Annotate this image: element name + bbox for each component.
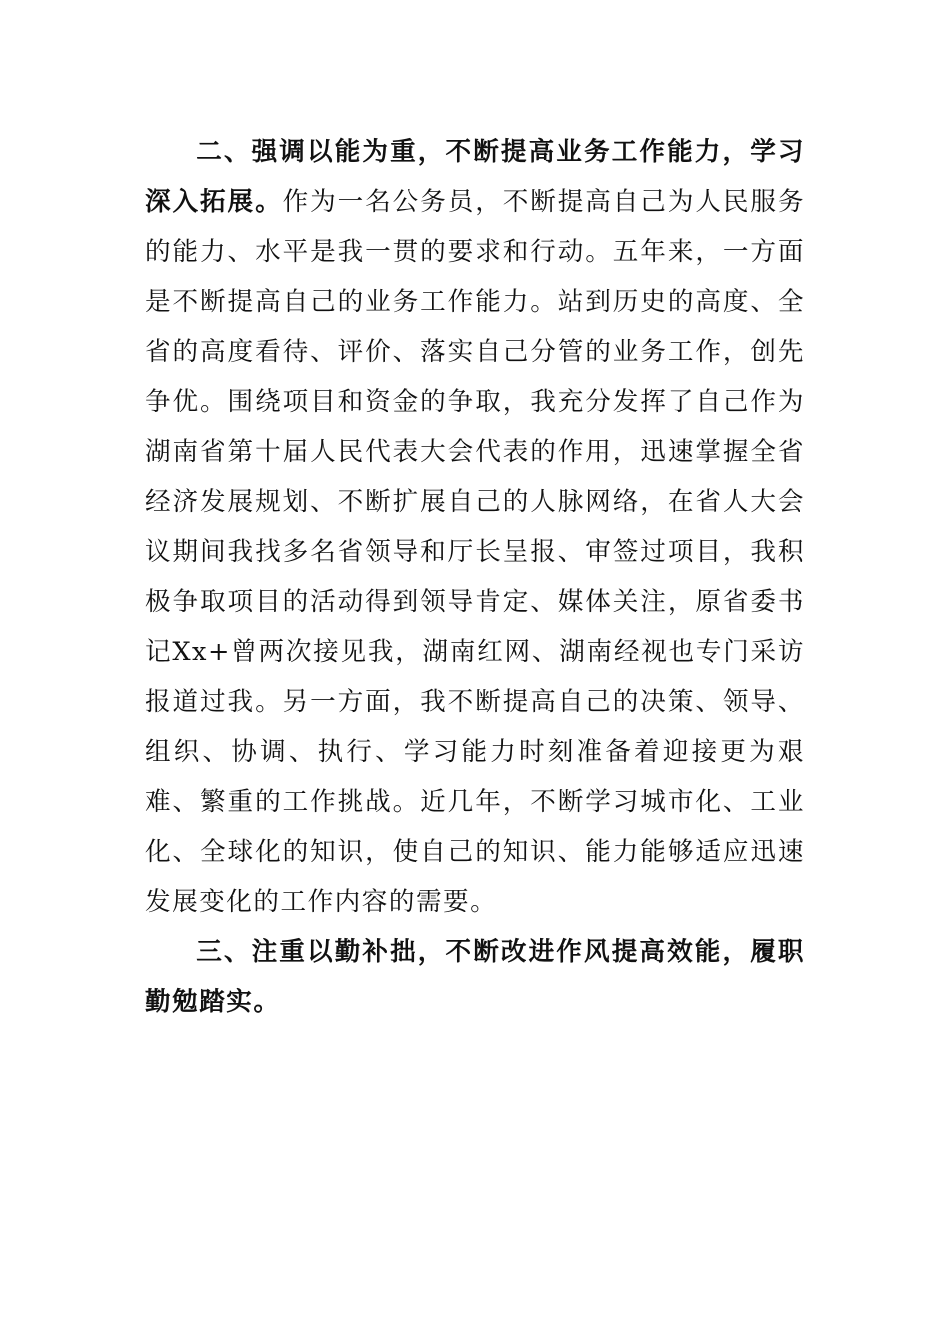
paragraph-section-3 xyxy=(145,927,805,1027)
document-body xyxy=(145,127,805,1027)
section-2-heading: 二、强调以能为重，不断提高业务工作能力，学习深入拓展。 xyxy=(145,137,805,217)
paragraph-section-2 xyxy=(145,127,805,927)
section-2-body: 作为一名公务员，不断提高自己为人民服务的能力、水平是我一贯的要求和行动。五年来，一方面是不断提高自己的业务工作能力。站到历史的高度、全省的高度看待、评价、落实自己分管的业务工作，创先争优。围绕项目和资金的争取，我充分发挥了自己作为湖南省第十届人民代表大会代表的作用，迅速掌握全省经济发展规划、不断扩展自己的人脉网络，在省人大会议期间我找多名省领导和厅长呈报、审签过项目，我积极争取项目的活动得到领导肯定、媒体关注，原省委书记Xx+曾两次接见我，湖南红网、湖南经视也专门采访报道过我。另一方面，我不断提高自己的决策、领导、组织、协调、执行、学习能力时刻准备着迎接更为艰难、繁重的工作挑战。近几年，不断学习城市化、工业化、全球化的知识，使自己的知识、能力能够适应迅速发展变化的工作内容的需要。 xyxy=(145,187,805,917)
section-3-heading: 三、注重以勤补拙，不断改进作风提高效能，履职勤勉踏实。 xyxy=(145,937,805,1017)
